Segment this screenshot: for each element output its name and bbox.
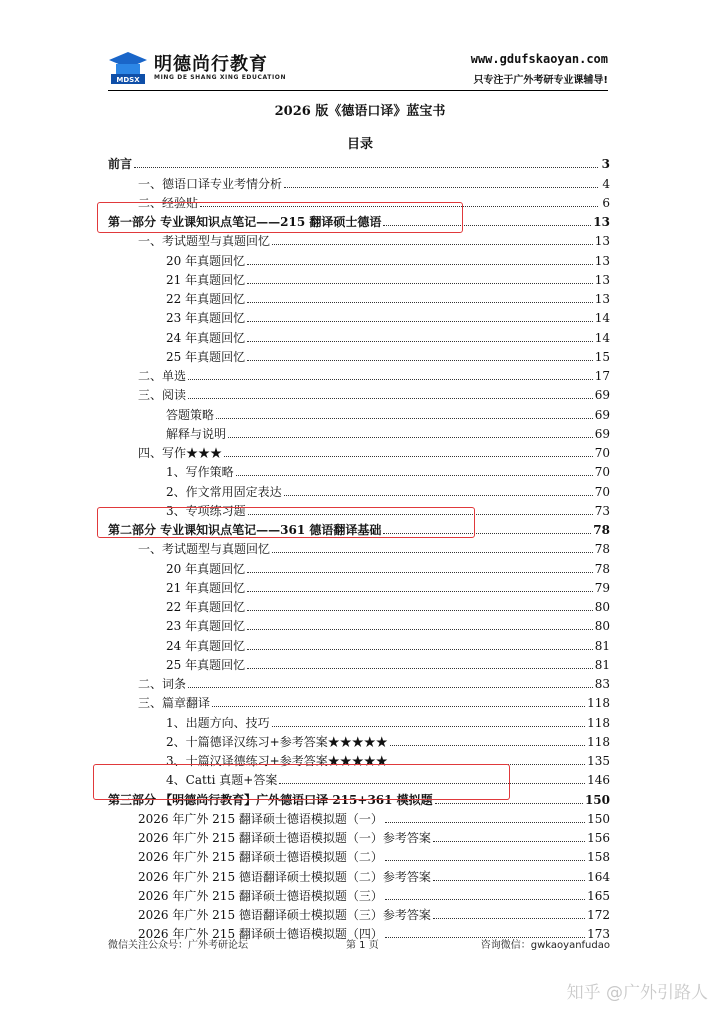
zhihu-watermark: 知乎 @广外引路人	[566, 983, 708, 1003]
toc-leader-dots	[212, 706, 585, 707]
toc-entry-page: 14	[594, 330, 610, 345]
toc-entry[interactable]	[108, 672, 610, 691]
toc-entry-label: 解释与说明	[166, 426, 227, 441]
toc-leader-dots	[247, 572, 593, 573]
toc-entry-page: 78	[594, 542, 610, 557]
toc-entry-page: 150	[584, 792, 610, 807]
page-header	[108, 44, 608, 88]
toc-entry-label: 20 年真题回忆	[166, 253, 246, 268]
toc-entry[interactable]	[108, 383, 610, 402]
toc-entry-page: 17	[594, 369, 610, 383]
toc-entry-label: 20 年真题回忆	[166, 561, 246, 576]
toc-entry-page: 15	[594, 349, 610, 364]
toc-entry-label: 二、单选	[138, 369, 187, 383]
header-divider	[108, 90, 608, 91]
toc-leader-dots	[247, 321, 593, 322]
toc-leader-dots	[247, 610, 593, 611]
toc-entry-page: 81	[594, 638, 610, 653]
toc-leader-dots	[247, 668, 593, 669]
toc-entry-label: 4、Catti 真题+答案	[166, 773, 278, 788]
toc-entry-page: 73	[594, 503, 610, 518]
toc-entry-page: 79	[594, 580, 610, 595]
toc-entry-label: 2026 年广外 215 德语翻译硕士模拟题（二）参考答案	[138, 869, 431, 884]
toc-leader-dots	[284, 187, 598, 188]
toc-entry[interactable]	[108, 633, 610, 652]
toc-entry-label: 2026 年广外 215 德语翻译硕士模拟题（三）参考答案	[138, 908, 431, 922]
toc-entry-label: 二、经验贴	[138, 195, 199, 210]
toc-entry-label: 23 年真题回忆	[166, 311, 246, 326]
toc-entry-label: 第三部分 【明德尚行教育】广外德语口译 215+361 模拟题	[108, 792, 433, 807]
footer-page-number: 第 1 页	[346, 940, 379, 951]
toc-entry-label: 2、十篇德译汉练习+参考答案★★★★★	[166, 734, 388, 749]
toc-entry-label: 二、词条	[138, 677, 187, 691]
toc-entry-page: 78	[594, 561, 610, 576]
toc-entry-page: 83	[594, 677, 610, 691]
toc-entry-page: 81	[594, 657, 610, 672]
toc-entry-page: 165	[587, 888, 610, 903]
toc-entry-page: 69	[594, 388, 610, 403]
toc-entry[interactable]	[108, 479, 610, 498]
toc-leader-dots	[216, 418, 593, 419]
toc-leader-dots	[433, 841, 585, 842]
toc-entry[interactable]	[108, 345, 610, 364]
toc-entry-label: 2026 年广外 215 翻译硕士德语模拟题（一）	[138, 811, 383, 826]
toc-entry-page: 13	[594, 292, 610, 306]
toc-entry-page: 70	[594, 484, 610, 499]
toc-entry[interactable]	[108, 903, 610, 922]
toc-heading: 目录	[346, 137, 373, 152]
toc-entry-page: 80	[594, 600, 610, 614]
toc-leader-dots	[188, 379, 593, 380]
table-of-contents	[108, 152, 610, 941]
toc-entry-label: 23 年真题回忆	[166, 619, 246, 634]
toc-entry-label: 24 年真题回忆	[166, 638, 246, 653]
toc-entry-page: 118	[587, 715, 610, 730]
toc-entry-label: 一、德语口译专业考情分析	[138, 176, 283, 191]
toc-entry-label: 三、篇章翻译	[138, 696, 211, 711]
toc-entry-page: 13	[594, 272, 610, 287]
toc-entry[interactable]	[108, 402, 610, 421]
toc-leader-dots	[247, 283, 593, 284]
toc-leader-dots	[247, 264, 593, 265]
page-footer	[108, 936, 610, 954]
toc-entry-page: 70	[594, 446, 610, 460]
toc-entry-page: 4	[602, 176, 610, 191]
toc-leader-dots	[433, 918, 585, 919]
toc-entry-label: 2026 年广外 215 翻译硕士德语模拟题（四）	[138, 927, 383, 942]
toc-leader-dots	[385, 860, 585, 861]
toc-entry-page: 70	[594, 465, 610, 480]
toc-entry-label: 第一部分 专业课知识点笔记——215 翻译硕士德语	[108, 215, 382, 229]
toc-entry-label: 25 年真题回忆	[166, 657, 246, 672]
toc-entry-page: 118	[587, 734, 610, 749]
toc-leader-dots	[224, 456, 593, 457]
toc-entry-label: 第二部分 专业课知识点笔记——361 德语翻译基础	[108, 523, 382, 537]
toc-entry-page: 118	[587, 696, 610, 711]
toc-entry-label: 3、专项练习题	[166, 503, 246, 518]
highlight-box-part-2	[97, 507, 475, 538]
toc-entry[interactable]	[108, 730, 610, 749]
toc-leader-dots	[188, 687, 593, 688]
toc-entry[interactable]	[108, 537, 610, 556]
footer-wechat-account: 微信关注公众号：广外考研论坛	[108, 940, 248, 951]
toc-entry-label: 2、作文常用固定表达	[166, 484, 282, 499]
toc-entry-page: 135	[587, 754, 610, 768]
toc-entry[interactable]	[108, 710, 610, 729]
toc-leader-dots	[134, 167, 598, 168]
toc-entry-label: 一、考试题型与真题回忆	[138, 542, 271, 557]
toc-entry-label: 一、考试题型与真题回忆	[138, 234, 271, 249]
toc-entry-page: 69	[594, 407, 610, 422]
toc-entry[interactable]	[108, 325, 610, 344]
toc-entry[interactable]	[108, 422, 610, 441]
toc-entry[interactable]	[108, 364, 610, 383]
toc-entry-label: 22 年真题回忆	[166, 600, 246, 614]
highlight-box-part-1	[97, 202, 463, 233]
toc-entry[interactable]	[108, 595, 610, 614]
toc-entry-page: 6	[602, 195, 610, 210]
toc-entry-label: 25 年真题回忆	[166, 349, 246, 364]
toc-leader-dots	[247, 341, 593, 342]
toc-entry-label: 1、出题方向、技巧	[166, 715, 270, 730]
toc-entry[interactable]	[108, 845, 610, 864]
toc-entry-label: 四、写作★★★	[138, 446, 223, 460]
toc-leader-dots	[272, 244, 593, 245]
toc-entry-page: 3	[601, 157, 610, 172]
slogan: 只专注于广外考研专业课辅导!	[473, 75, 608, 86]
toc-entry[interactable]	[108, 556, 610, 575]
graduation-cap-logo-icon	[108, 50, 148, 86]
toc-entry[interactable]	[108, 807, 610, 826]
toc-leader-dots	[247, 302, 593, 303]
highlight-box-part-3	[93, 764, 510, 800]
toc-entry[interactable]	[108, 287, 610, 306]
toc-leader-dots	[188, 398, 593, 399]
toc-entry-label: 答题策略	[166, 407, 215, 422]
toc-entry[interactable]	[108, 884, 610, 903]
toc-entry-page: 78	[593, 523, 610, 537]
toc-entry-page: 158	[587, 850, 610, 865]
toc-entry[interactable]	[108, 576, 610, 595]
toc-leader-dots	[284, 495, 593, 496]
footer-contact: 咨询微信：gwkaoyanfudao	[480, 940, 610, 951]
toc-entry[interactable]	[108, 306, 610, 325]
toc-entry-page: 13	[594, 234, 610, 249]
toc-entry[interactable]	[108, 614, 610, 633]
logo-badge-text: MDSX	[116, 76, 140, 84]
toc-entry-label: 2026 年广外 215 翻译硕士德语模拟题（三）	[138, 888, 383, 903]
toc-entry-label: 2026 年广外 215 翻译硕士德语模拟题（一）参考答案	[138, 831, 431, 845]
toc-entry-page: 156	[587, 831, 610, 845]
logo-chinese-name: 明德尚行教育	[154, 54, 268, 75]
toc-entry-page: 13	[594, 253, 610, 268]
toc-leader-dots	[433, 880, 585, 881]
toc-entry-label: 前言	[108, 157, 133, 172]
toc-entry-label: 21 年真题回忆	[166, 580, 246, 595]
toc-entry-page: 173	[587, 927, 610, 942]
toc-leader-dots	[247, 629, 593, 630]
toc-leader-dots	[247, 649, 593, 650]
toc-entry-page: 150	[587, 811, 610, 826]
toc-entry-label: 24 年真题回忆	[166, 330, 246, 345]
toc-entry-page: 146	[587, 773, 610, 788]
toc-entry[interactable]	[108, 653, 610, 672]
toc-entry[interactable]	[108, 152, 610, 171]
toc-leader-dots	[385, 899, 585, 900]
website-url: www.gdufskaoyan.com	[470, 52, 608, 66]
toc-entry[interactable]	[108, 268, 610, 287]
toc-entry-page: 80	[594, 619, 610, 634]
toc-entry-label: 三、阅读	[138, 388, 187, 403]
toc-entry-label: 1、写作策略	[166, 465, 234, 480]
toc-leader-dots	[390, 745, 585, 746]
toc-entry-page: 13	[593, 215, 610, 229]
toc-entry[interactable]	[108, 441, 610, 460]
toc-entry-label: 21 年真题回忆	[166, 272, 246, 287]
toc-leader-dots	[247, 591, 593, 592]
toc-entry[interactable]	[108, 691, 610, 710]
toc-entry-label: 22 年真题回忆	[166, 292, 246, 306]
toc-entry-page: 14	[594, 311, 610, 326]
toc-leader-dots	[247, 360, 593, 361]
toc-entry[interactable]	[108, 171, 610, 190]
toc-entry[interactable]	[108, 826, 610, 845]
toc-leader-dots	[236, 475, 593, 476]
toc-entry[interactable]	[108, 864, 610, 883]
toc-entry[interactable]	[108, 248, 610, 267]
toc-leader-dots	[228, 437, 593, 438]
toc-entry-page: 164	[587, 869, 610, 884]
toc-leader-dots	[385, 822, 585, 823]
toc-entry-label: 3、十篇汉译德练习+参考答案★★★★★	[166, 754, 388, 768]
toc-entry-page: 69	[594, 426, 610, 441]
book-title: 2026 版《德语口译》蓝宝书	[274, 104, 446, 119]
logo-english-name: MING DE SHANG XING EDUCATION	[154, 74, 287, 81]
toc-leader-dots	[272, 552, 593, 553]
toc-entry-label: 2026 年广外 215 翻译硕士德语模拟题（二）	[138, 850, 383, 865]
toc-entry-page: 172	[587, 908, 610, 922]
toc-leader-dots	[272, 726, 585, 727]
toc-entry[interactable]	[108, 460, 610, 479]
toc-leader-dots	[435, 803, 583, 804]
